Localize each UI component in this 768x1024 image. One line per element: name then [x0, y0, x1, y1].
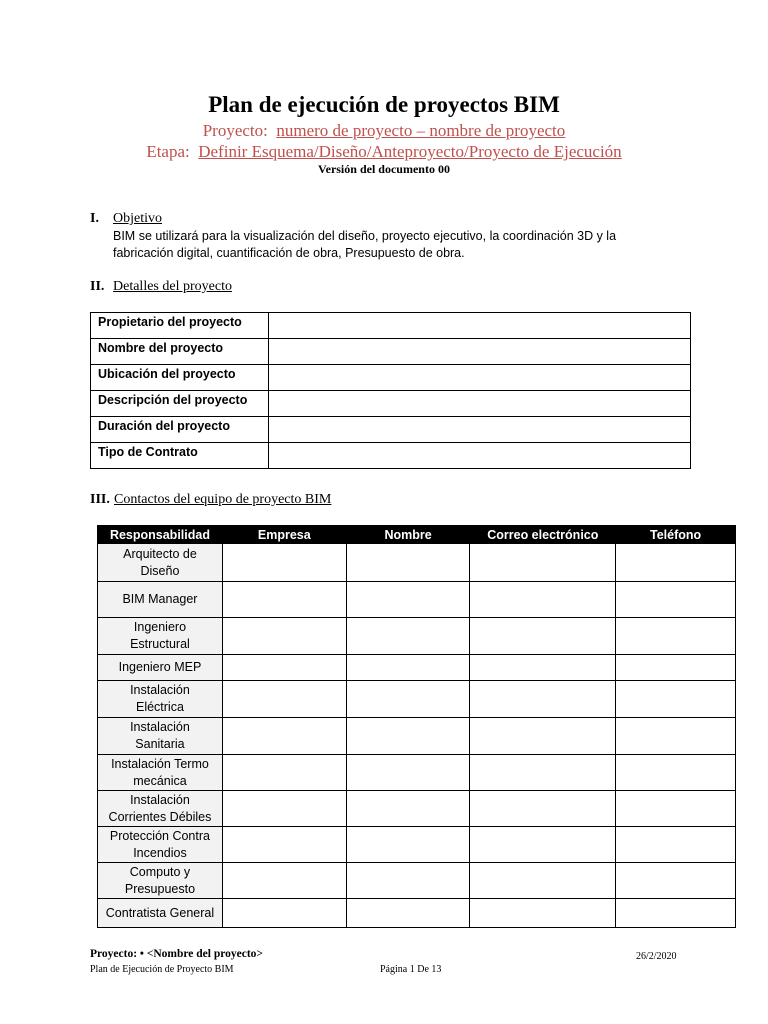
name-cell[interactable]	[346, 791, 470, 827]
responsibility-line1: BIM Manager	[122, 592, 198, 606]
footer-page-number: Página 1 De 13	[380, 964, 442, 975]
responsibility-line1: Protección Contra	[109, 828, 210, 843]
phone-cell[interactable]	[616, 681, 736, 718]
responsibility-cell	[98, 791, 223, 827]
responsibility-line2: Presupuesto	[124, 881, 196, 896]
footer-date: 26/2/2020	[636, 951, 677, 962]
contacts-row	[98, 544, 736, 582]
details-row	[91, 391, 691, 417]
responsibility-cell	[98, 863, 223, 899]
details-label: Nombre del proyecto	[91, 339, 269, 365]
responsibility-line2: Diseño	[140, 563, 180, 578]
objective-text-line2: fabricación digital, cuantificación de obra, Presupuesto de obra.	[113, 246, 465, 260]
company-cell[interactable]	[222, 618, 346, 655]
details-row	[91, 339, 691, 365]
details-value-cell[interactable]	[269, 339, 691, 365]
name-cell[interactable]	[346, 718, 470, 755]
details-value-cell[interactable]	[269, 417, 691, 443]
company-cell[interactable]	[222, 544, 346, 582]
company-cell[interactable]	[222, 681, 346, 718]
email-cell[interactable]	[470, 827, 616, 863]
details-heading: Detalles del proyecto	[113, 279, 232, 294]
phone-cell[interactable]	[616, 618, 736, 655]
company-cell[interactable]	[222, 582, 346, 618]
responsibility-line1: Computo y	[129, 864, 191, 879]
company-cell[interactable]	[222, 791, 346, 827]
name-cell[interactable]	[346, 655, 470, 681]
phone-cell[interactable]	[616, 791, 736, 827]
responsibility-line2: Incendios	[133, 845, 187, 860]
company-cell[interactable]	[222, 655, 346, 681]
email-cell[interactable]	[470, 544, 616, 582]
objective-text	[113, 228, 673, 262]
details-value-cell[interactable]	[269, 391, 691, 417]
responsibility-line1: Ingeniero	[133, 620, 187, 634]
company-cell[interactable]	[222, 863, 346, 899]
name-cell[interactable]	[346, 827, 470, 863]
contacts-row	[98, 791, 736, 827]
name-cell[interactable]	[346, 863, 470, 899]
contacts-column-header: Empresa	[222, 526, 346, 544]
email-cell[interactable]	[470, 791, 616, 827]
responsibility-cell	[98, 718, 223, 755]
details-label: Propietario del proyecto	[91, 313, 269, 339]
footer-project: Proyecto: • <Nombre del proyecto>	[90, 948, 263, 960]
document-version: Versión del documento 00	[318, 162, 450, 176]
company-cell[interactable]	[222, 899, 346, 928]
responsibility-cell	[98, 544, 223, 582]
contacts-header-row	[98, 526, 736, 544]
responsibility-line1: Instalación	[130, 792, 190, 807]
details-number: II.	[90, 279, 105, 294]
email-cell[interactable]	[470, 681, 616, 718]
responsibility-line1: Contratista General	[105, 905, 215, 920]
details-row	[91, 365, 691, 391]
responsibility-cell	[98, 681, 223, 718]
details-row	[91, 443, 691, 469]
responsibility-line2: Corrientes Débiles	[108, 809, 212, 824]
email-cell[interactable]	[470, 618, 616, 655]
responsibility-cell	[98, 582, 223, 618]
responsibility-cell	[98, 899, 223, 928]
details-label: Descripción del proyecto	[91, 391, 269, 417]
contacts-row	[98, 582, 736, 618]
phone-cell[interactable]	[616, 655, 736, 681]
contacts-column-header: Responsabilidad	[98, 526, 223, 544]
details-label: Tipo de Contrato	[91, 443, 269, 469]
objective-heading: Objetivo	[113, 211, 162, 226]
responsibility-line2: Estructural	[130, 637, 190, 651]
objective-number: I.	[90, 211, 99, 226]
responsibility-cell	[98, 655, 223, 681]
details-row	[91, 313, 691, 339]
contacts-heading: Contactos del equipo de proyecto BIM	[114, 492, 332, 507]
project-details-table	[90, 312, 691, 469]
responsibility-line2: Sanitaria	[135, 737, 185, 751]
responsibility-cell	[98, 618, 223, 655]
stage-value: Definir Esquema/Diseño/Anteproyecto/Proyecto de Ejecución	[198, 142, 622, 161]
name-cell[interactable]	[346, 618, 470, 655]
phone-cell[interactable]	[616, 582, 736, 618]
stage-label: Etapa:	[146, 142, 190, 161]
details-value-cell[interactable]	[269, 443, 691, 469]
responsibility-line1: Arquitecto de	[123, 546, 197, 561]
phone-cell[interactable]	[616, 544, 736, 582]
responsibility-line1: Instalación	[130, 683, 190, 697]
responsibility-cell	[98, 827, 223, 863]
details-row	[91, 417, 691, 443]
email-cell[interactable]	[470, 655, 616, 681]
contacts-row	[98, 655, 736, 681]
contacts-number: III.	[90, 492, 110, 507]
project-label: Proyecto:	[202, 121, 268, 140]
responsibility-line1: Ingeniero MEP	[118, 660, 202, 674]
responsibility-line2: mecánica	[133, 773, 187, 788]
responsibility-line1: Instalación	[130, 720, 190, 734]
company-cell[interactable]	[222, 755, 346, 791]
company-cell[interactable]	[222, 718, 346, 755]
email-cell[interactable]	[470, 755, 616, 791]
contacts-column-header: Correo electrónico	[470, 526, 616, 544]
email-cell[interactable]	[470, 863, 616, 899]
phone-cell[interactable]	[616, 718, 736, 755]
contacts-row	[98, 618, 736, 655]
project-value: numero de proyecto – nombre de proyecto	[276, 121, 566, 140]
contacts-row	[98, 755, 736, 791]
name-cell[interactable]	[346, 544, 470, 582]
details-label: Duración del proyecto	[91, 417, 269, 443]
email-cell[interactable]	[470, 582, 616, 618]
contacts-column-header: Nombre	[346, 526, 470, 544]
stage-line	[0, 142, 768, 162]
name-cell[interactable]	[346, 755, 470, 791]
contacts-row	[98, 718, 736, 755]
company-cell[interactable]	[222, 827, 346, 863]
contacts-row	[98, 863, 736, 899]
footer-plan-name: Plan de Ejecución de Proyecto BIM	[90, 964, 234, 975]
contacts-row	[98, 827, 736, 863]
name-cell[interactable]	[346, 899, 470, 928]
phone-cell[interactable]	[616, 863, 736, 899]
project-line	[0, 121, 768, 141]
details-value-cell[interactable]	[269, 313, 691, 339]
contacts-row	[98, 899, 736, 928]
email-cell[interactable]	[470, 718, 616, 755]
contacts-column-header: Teléfono	[616, 526, 736, 544]
document-title: Plan de ejecución de proyectos BIM	[208, 92, 560, 117]
responsibility-line2: Eléctrica	[135, 700, 184, 714]
contacts-row	[98, 681, 736, 718]
phone-cell[interactable]	[616, 827, 736, 863]
objective-text-line1: BIM se utilizará para la visualización del diseño, proyecto ejecutivo, la coordinación 3D y la	[113, 229, 617, 243]
email-cell[interactable]	[470, 899, 616, 928]
name-cell[interactable]	[346, 582, 470, 618]
contacts-table	[97, 525, 736, 928]
details-label: Ubicación del proyecto	[91, 365, 269, 391]
phone-cell[interactable]	[616, 899, 736, 928]
details-value-cell[interactable]	[269, 365, 691, 391]
responsibility-cell	[98, 755, 223, 791]
name-cell[interactable]	[346, 681, 470, 718]
responsibility-line1: Instalación Termo	[111, 756, 209, 771]
phone-cell[interactable]	[616, 755, 736, 791]
